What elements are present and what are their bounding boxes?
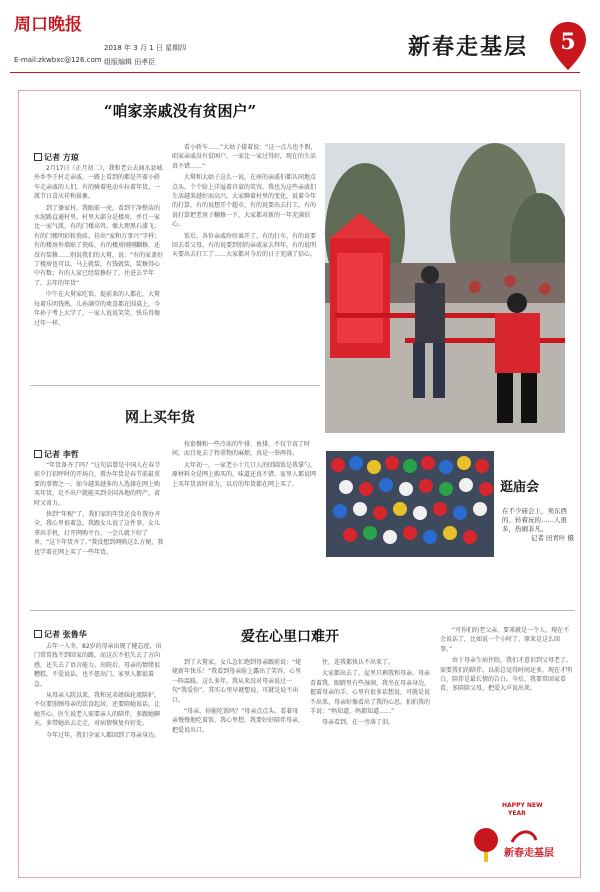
page-number: 5	[560, 29, 576, 55]
page-header	[0, 0, 600, 80]
section-title: 新春走基层	[408, 34, 529, 60]
article2-title: 网上买年货	[125, 410, 195, 426]
article1-byline: 记者 方琼	[34, 152, 79, 163]
article3-column-4	[440, 626, 572, 796]
happy-new-label: HAPPY NEW	[502, 802, 543, 809]
article2-byline: 记者 李哲	[34, 449, 79, 460]
paragraph: 按套餐和一些冷冻的牛排、鱼排，不仅节省了时间，而且免去了拎重物的麻烦，真是一举两得。	[172, 441, 311, 458]
brush-stroke-icon	[512, 832, 536, 842]
photo2-caption	[502, 507, 574, 543]
editor-credit: 组版编辑 田孝臣	[104, 58, 156, 66]
article1-column-1	[34, 164, 164, 378]
header-rule	[10, 72, 580, 73]
section-divider	[30, 610, 575, 611]
article2-column-1	[34, 461, 164, 606]
paragraph: 大年初一，一家老小十几口人的团圆饭是我掌勺，原材料全是网上购买的，味道还真不错。家里人都说网上买年货省时省力，以后的年货都在网上买了。	[172, 461, 317, 488]
article3-column-2	[172, 658, 304, 870]
paragraph: 从母亲入院以来，我和兄弟姐妹轮流陪护，不仅要照顾母亲的饮食起居，还要陪她说话，让她开心。医生说老人需要亲人的陪伴，多跟她聊天，多带她出去走走，对病情恢复有好处。	[34, 692, 161, 728]
issue-date: 2018 年 3 月 1 日 星期四	[104, 44, 187, 52]
photo-temple-fair	[326, 451, 494, 557]
lantern-icon	[474, 828, 498, 852]
paragraph: 到了婆家村，我眼前一亮，看到干净整洁的水泥路直通村里，村里大部分是楼房，并且一家比一家气派，有的门楼高耸，像大理黑石漆飞；有的门楼明彩转瓷砖，挂出“家和万事兴”字样；有的楼房外墙贴了瓷砖，有的楼房刚刚翻修，还没有装修……别说我们的大舅，说：“有的家盖好了楼房也可以，马上就装，有钱就装，装修得心中有数；有的人家已经装修好了，住进去半年了，去年的年货”	[34, 204, 164, 287]
article3-title: 爱在心里口难开	[241, 629, 339, 645]
newspaper-logo: 周口晚报	[14, 15, 82, 35]
article3-column-3	[310, 658, 434, 870]
page-number-badge	[548, 20, 588, 72]
paragraph: “母亲，你能吃饭吗？”母亲点点头。看着母亲慢慢地吃着饭，我心里想，我要好好陪伴母亲，把爱说出口。	[172, 708, 304, 734]
contact-email: E-mail:zkwbxc@126.com	[14, 56, 102, 64]
paragraph: 中午在大舅家吃饭，提前来的人都在，大舅每着乐明钱熟，儿孙满堂的欢喜都在围桌上，今年孙子考上大学了，一家人说说笑笑，快乐得像过年一样。	[34, 291, 161, 327]
photo-sedan-chair	[325, 143, 565, 433]
paragraph: 住，连我都快认不出来了。	[322, 659, 395, 666]
photo2-title: 逛庙会	[500, 480, 540, 495]
section-divider	[30, 385, 320, 386]
deco-text: 新春走基层	[504, 848, 554, 859]
article2-column-2	[172, 440, 318, 606]
article3-byline: 记者 张鲁华	[34, 629, 87, 640]
photo-credit: 记者 田青叶 摄	[530, 534, 574, 542]
paragraph: 看小轿车……”大姑子接着说：“这一点儿也不假，咱家亲戚没有贫困户，一家比一家过得好，现在的生活真不错……”	[172, 144, 317, 170]
paragraph: “年货备齐了吗？”这句话曾是中国人在春节前夕打招呼时的开场白，置办年货是春节前最重要的事情之一。如今越来越多的人选择在网上购买年货，足不出户就能买到全国各地的特产，省时又省力。	[34, 462, 161, 507]
paragraph: 饭后，各位亲戚纷纷离开了，有的打车，有的说要回去看父母，有的说要到别的亲戚家去拜年，有的说明天要出去打工了……大家都对今后的日子充满了信心。	[172, 232, 317, 259]
paragraph: 2月17日（正月初二），我和老公去商水县城外乡李王村走亲戚，一路上看到的都是开着小轿车走亲戚的人们，有的骑着电动车拉着年货，一派节日喜庆祥和景象。	[34, 165, 163, 201]
paragraph: 去年一入冬，82岁的母亲出现了健忘症，出门常常找不到回家的路，而这次不但失去了方向感，还失去了语言能力。出院后，母亲的情绪很糟糕，不爱说话，也不愿出门，家里人都很着急。	[34, 643, 162, 688]
article3-column-1	[34, 642, 164, 870]
paragraph: 快到“年根”了，我们家的年货还没有置办齐全，我心里很着急。我跟女儿说了这件事，女儿拿出手机，打开网购平台，一会儿就下好了单，“这下年货齐了。”我没想到网购这么方便，我也学着在网上买了一些年货。	[34, 511, 164, 556]
paragraph: 到了大舅家，女儿急忙跑到母亲跟前说：“姥姥新年快乐！”我看到母亲脸上露出了笑容，心里一阵温暖。这么多年，我从来没对母亲说过一句“我爱你”，其实心里早就想说，可就是说不出口。	[172, 659, 302, 704]
caption-text: 在不少庙会上，卖东西的、转着玩的……人很多，热闹非凡。	[502, 507, 567, 533]
paragraph: 大家都出去了，屋里只剩我和母亲。母亲看着我，眼睛里有些湿润，我坐在母亲身边，握着母亲的手，心里有很多话想说，可就是说不出来。母亲好像看出了我的心思，拍拍我的手说：“妈知道，妈都知道……”	[310, 670, 431, 716]
new-year-decoration	[472, 800, 582, 868]
article1-column-2	[172, 143, 318, 378]
year-label: YEAR	[508, 810, 526, 817]
paragraph: “可你们的老父亲，要来就是一个人，现在不会说话了，比如说一个小时了，原来是这么回事。”	[440, 627, 570, 653]
paragraph: 大舅和大姑子这么一说，在座的亲戚们都认同地点点头，个个脸上洋溢着自豪的笑容，我也为这些亲戚们生活越来越好而高兴。大家聊着村里的变化，说着今年的打算，有的说想开个超市，有的说要出去打工，有的说打算把老房子翻修一下，大家都对新的一年充满信心。	[172, 174, 317, 229]
article1-title: “咱家亲戚没有贫困户”	[103, 102, 257, 120]
paragraph: 由于母亲生病住院，我们才意识到父母老了，需要我们的陪伴。以前总觉得时间还多，现在才明白，陪伴是最长情的告白。今后，我要常回家看看，多陪陪父母，把爱大声说出来。	[440, 657, 572, 693]
paragraph: 母亲看到，在一旁落了泪。	[322, 719, 395, 727]
paragraph: 今年过年，我们全家人都回到了母亲身边。	[46, 731, 161, 739]
